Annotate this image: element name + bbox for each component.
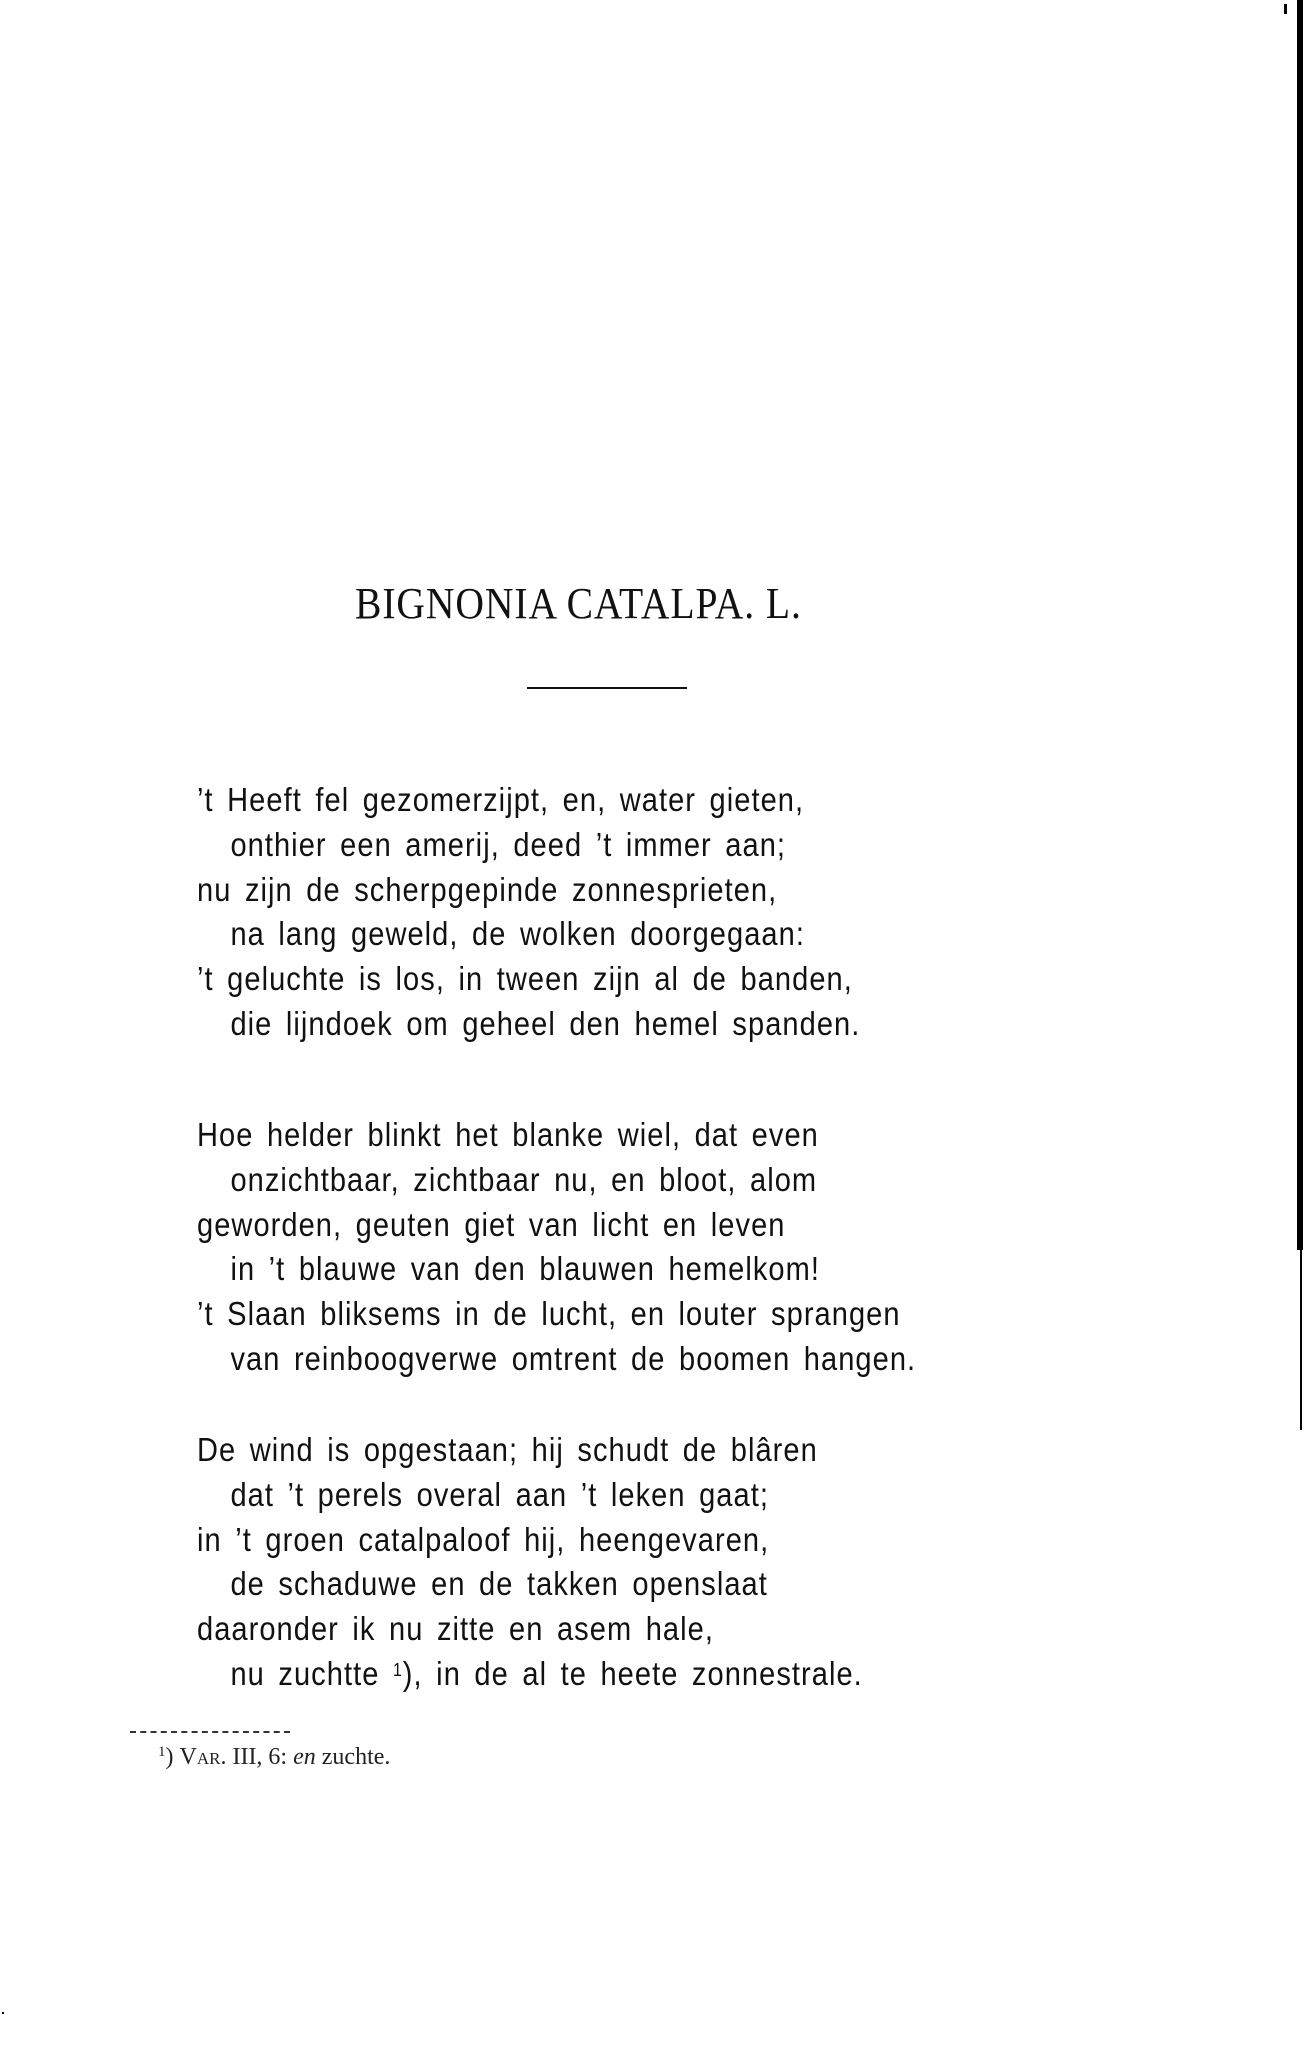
stanza-3 bbox=[197, 1428, 954, 1697]
page-edge-shadow bbox=[1297, 0, 1303, 1250]
verse-line: ’t Slaan bliksems in de lucht, en louter sprangen bbox=[197, 1295, 901, 1333]
verse-line: van reinboogverwe omtrent de boomen hangen. bbox=[230, 1339, 917, 1377]
scan-speck bbox=[2, 2012, 4, 2014]
verse-line: daaronder ik nu zitte en asem hale, bbox=[197, 1610, 714, 1648]
verse-line: onthier een amerij, deed ’t immer aan; bbox=[230, 825, 787, 863]
footnote-text: zuchte. bbox=[321, 1744, 391, 1770]
verse-line: die lijndoek om geheel den hemel spanden. bbox=[230, 1004, 861, 1042]
page-edge-line bbox=[1300, 1250, 1302, 1430]
verse-line: Hoe helder blinkt het blanke wiel, dat even bbox=[197, 1116, 819, 1153]
verse-line: nu zijn de scherpgepinde zonnesprieten, bbox=[197, 870, 778, 908]
footnote-ref: III, 6: bbox=[232, 1744, 288, 1770]
title-rule bbox=[527, 687, 687, 689]
verse-line: De wind is opgestaan; hij schudt de blâren bbox=[197, 1431, 818, 1468]
verse-line: de schaduwe en de takken openslaat bbox=[230, 1565, 768, 1603]
footnote: $^1$) Var. III, 6: en zuchte. bbox=[158, 1744, 391, 1770]
stanza-2 bbox=[197, 1113, 1014, 1382]
verse-line: geworden, geuten giet van licht en leven bbox=[197, 1205, 786, 1243]
footnote-label: Var. bbox=[179, 1744, 227, 1770]
verse-line-with-footnote: nu zuchtte $^1$), in de al te heete zonnestrale. bbox=[230, 1654, 863, 1692]
edge-mark bbox=[1284, 4, 1287, 14]
poem-title: BIGNONIA CATALPA. L. bbox=[355, 579, 802, 628]
footnote-reference[interactable]: 1 bbox=[392, 1659, 403, 1680]
verse-line: na lang geweld, de wolken doorgegaan: bbox=[230, 915, 805, 953]
footnote-italic: en bbox=[293, 1744, 316, 1770]
verse-line: ’t geluchte is los, in tween zijn al de banden, bbox=[197, 960, 853, 998]
verse-line: dat ’t perels overal aan ’t leken gaat; bbox=[230, 1475, 769, 1513]
footnote-rule bbox=[130, 1731, 290, 1734]
footnote-marker: 1 bbox=[158, 1744, 166, 1760]
verse-line: in ’t groen catalpaloof hij, heengevaren, bbox=[197, 1520, 770, 1558]
verse-line: onzichtbaar, zichtbaar nu, en bloot, alom bbox=[230, 1160, 818, 1198]
stanza-1 bbox=[197, 778, 951, 1047]
verse-line: ’t Heeft fel gezomerzijpt, en, water gieten, bbox=[197, 781, 805, 818]
verse-line: in ’t blauwe van den blauwen hemelkom! bbox=[230, 1250, 821, 1288]
